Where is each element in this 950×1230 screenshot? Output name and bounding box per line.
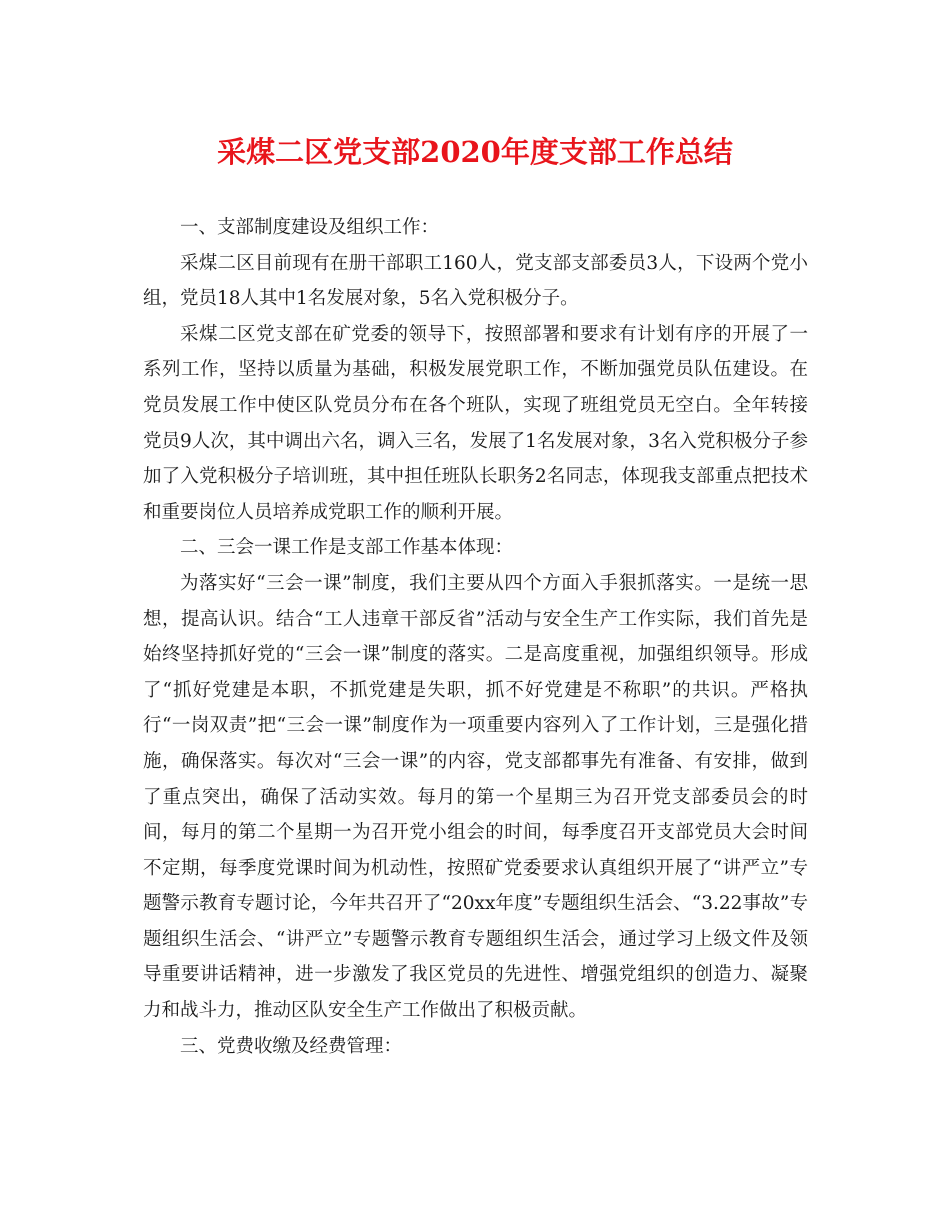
- paragraph-2: 采煤二区党支部在矿党委的领导下，按照部署和要求有计划有序的开展了一系列工作，坚持以质量为基础，积极发展党职工作，不断加强党员队伍建设。在党员发展工作中使区队党员分布在各个班队，实现了班组党员无空白。全年转接党员9人次，其中调出六名，调入三名，发展了1名发展对象，3名入党积极分子参加了入党积极分子培训班，其中担任班队长职务2名同志，体现我支部重点把技术和重要岗位人员培养成党职工作的顺利开展。: [143, 323, 808, 523]
- section-heading-3: 三、党费收缴及经费管理：: [180, 1035, 403, 1057]
- paragraph-3: 为落实好“三会一课”制度，我们主要从四个方面入手狠抓落实。一是统一思想，提高认识。结合“工人违章干部反省”活动与安全生产工作实际，我们首先是始终坚持抓好党的“三会一课”制度的落实。二是高度重视，加强组织领导。形成了“抓好党建是本职，不抓党建是失职，抓不好党建是不称职”的共识。严格执行“一岗双责”把“三会一课”制度作为一项重要内容列入了工作计划，三是强化措施，确保落实。每次对“三会一课”的内容，党支部都事先有准备、有安排，做到了重点突出，确保了活动实效。每月的第一个星期三为召开党支部委员会的时间，每月的第二个星期一为召开党小组会的时间，每季度召开支部党员大会时间不定期，每季度党课时间为机动性，按照矿党委要求认真组织开展了“讲严立”专题警示教育专题讨论，今年共召开了“20xx年度”专题组织生活会、“3.22事故”专题组织生活会、“讲严立”专题警示教育专题组织生活会，通过学习上级文件及领导重要讲话精神，进一步激发了我区党员的先进性、增强党组织的创造力、凝聚力和战斗力，推动区队安全生产工作做出了积极贡献。: [143, 572, 808, 1022]
- document-body: [143, 210, 808, 1064]
- document-title: 采煤二区党支部2020年度支部工作总结: [217, 135, 733, 169]
- section-heading-2: 二、三会一课工作是支部工作基本体现：: [180, 537, 514, 559]
- section-heading-1: 一、支部制度建设及组织工作：: [180, 217, 440, 238]
- paragraph-1: 采煤二区目前现有在册干部职工160人，党支部支部委员3人，下设两个党小组，党员18人其中1名发展对象，5名入党积极分子。: [143, 252, 808, 310]
